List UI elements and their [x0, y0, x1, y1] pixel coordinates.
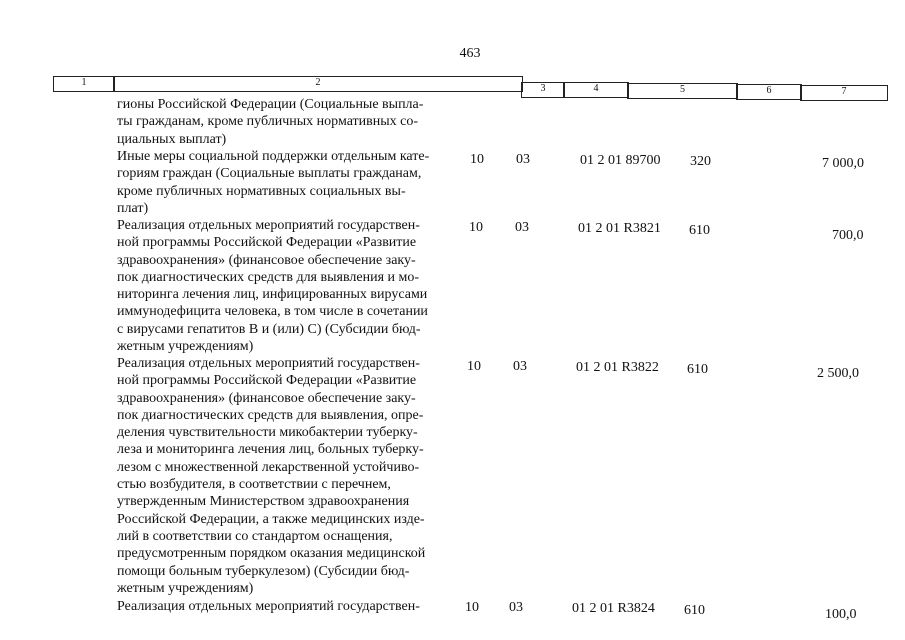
description-line: иммунодефицита человека, в том числе в сочетании — [117, 304, 428, 320]
description-line: ной программы Российской Федерации «Развитие — [117, 373, 417, 389]
description-line: пок диагностических средств для выявления, опре- — [117, 407, 424, 423]
section-code: 10 — [465, 600, 479, 615]
description-line: утвержденным Министерством здравоохранения — [117, 494, 410, 510]
description-line: кроме публичных нормативных социальных вы- — [117, 183, 406, 199]
description-line: леза и мониторинга лечения лиц, больных туберку- — [117, 442, 424, 458]
description-line: Иные меры социальной поддержки отдельным кате- — [117, 149, 430, 164]
description-line: плат) — [117, 200, 149, 216]
column-header-5: 5 — [627, 83, 738, 99]
description-line: деления чувствительности микобактерии туберку- — [117, 425, 418, 441]
description-line: Российской Федерации, а также медицинских изде- — [117, 511, 425, 527]
description-line: лезом с множественной лекарственной устойчиво- — [117, 459, 420, 475]
section-code: 10 — [470, 152, 484, 167]
table-header — [53, 76, 887, 96]
description-line: предусмотренным порядком оказания медицинской — [117, 546, 426, 562]
column-header-1: 1 — [53, 76, 115, 92]
description-line: стью возбудителя, в соответствии с перечнем, — [117, 477, 391, 493]
section-code: 10 — [469, 220, 483, 235]
section-code: 10 — [467, 359, 481, 374]
description-line: гориям граждан (Социальные выплаты гражданам, — [117, 166, 422, 182]
column-header-3: 3 — [521, 82, 565, 98]
page-number: 463 — [459, 46, 481, 61]
subsection-code: 03 — [509, 600, 523, 615]
table-row-description — [117, 355, 462, 597]
description-line: ниторинга лечения лиц, инфицированных вирусами — [117, 287, 428, 303]
description-line: Реализация отдельных мероприятий государствен- — [117, 599, 420, 614]
amount: 100,0 — [825, 607, 857, 622]
description-line: ной программы Российской Федерации «Развитие — [117, 235, 417, 251]
table-row-description — [117, 96, 462, 148]
amount: 700,0 — [832, 228, 864, 243]
table-row-description — [117, 598, 462, 615]
column-header-7: 7 — [800, 85, 888, 101]
description-line: лий в соответствии со стандартом оснащения, — [117, 528, 393, 544]
target-article-code: 01 2 01 89700 — [580, 153, 661, 168]
description-line: помощи больным туберкулезом) (Субсидии бюд- — [117, 563, 410, 579]
target-article-code: 01 2 01 R3821 — [578, 221, 661, 236]
amount: 7 000,0 — [822, 156, 864, 171]
column-header-4: 4 — [563, 82, 629, 98]
description-line: жетным учреждениям) — [117, 339, 254, 355]
table-row-description — [117, 148, 462, 217]
subsection-code: 03 — [515, 220, 529, 235]
target-article-code: 01 2 01 R3822 — [576, 360, 659, 375]
expense-type-code: 610 — [689, 223, 710, 238]
description-line: жетным учреждениям) — [117, 580, 254, 596]
description-line: Реализация отдельных мероприятий государствен- — [117, 356, 420, 371]
table-row-description — [117, 217, 462, 355]
description-line: циальных выплат) — [117, 131, 227, 147]
column-header-6: 6 — [736, 84, 802, 100]
target-article-code: 01 2 01 R3824 — [572, 601, 655, 616]
subsection-code: 03 — [513, 359, 527, 374]
description-line: пок диагностических средств для выявления и мо- — [117, 269, 420, 285]
subsection-code: 03 — [516, 152, 530, 167]
description-line: здравоохранения» (финансовое обеспечение заку- — [117, 252, 416, 268]
amount: 2 500,0 — [817, 366, 859, 381]
column-header-2: 2 — [113, 76, 523, 92]
expense-type-code: 320 — [690, 154, 711, 169]
expense-type-code: 610 — [684, 603, 705, 618]
description-line: гионы Российской Федерации (Социальные выпла- — [117, 97, 424, 112]
description-line: ты гражданам, кроме публичных нормативных со- — [117, 114, 419, 130]
expense-type-code: 610 — [687, 362, 708, 377]
description-line: здравоохранения» (финансовое обеспечение заку- — [117, 390, 416, 406]
description-line: Реализация отдельных мероприятий государствен- — [117, 218, 420, 233]
description-line: с вирусами гепатитов В и (или) С) (Субсидии бюд- — [117, 321, 421, 337]
